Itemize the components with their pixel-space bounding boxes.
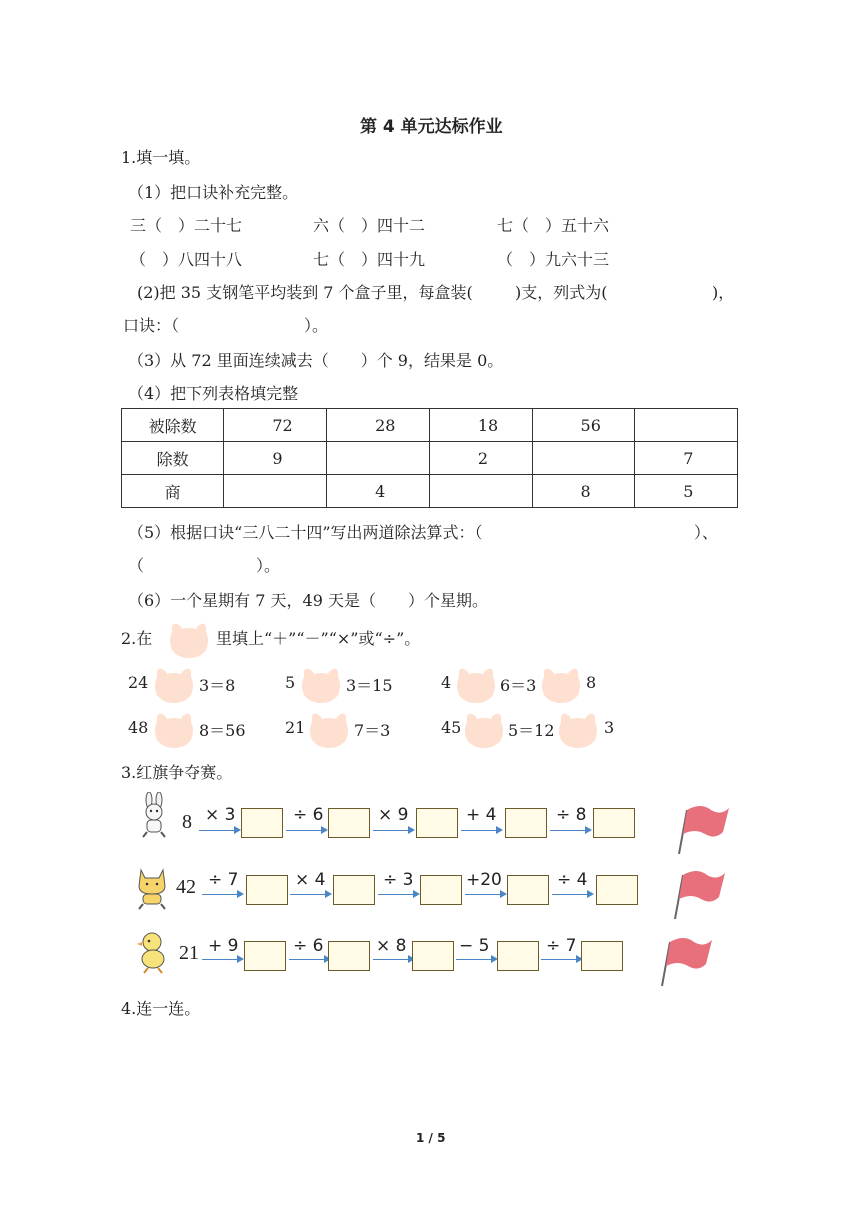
table-cell: 9: [224, 442, 327, 475]
q1-part5-c: （: [128, 556, 145, 575]
arrow-right-icon: [550, 830, 590, 831]
chain-operator: × 4: [295, 870, 326, 890]
q1-part4-label: （4）把下列表格填完整: [128, 384, 299, 403]
chain-operator: − 5: [459, 936, 490, 956]
table-cell: 8: [532, 475, 635, 508]
paw-shape-icon: [168, 618, 210, 660]
table-cell: 商: [122, 475, 224, 508]
q1-part1-label: （1）把口诀补充完整。: [128, 183, 299, 202]
division-table: [121, 408, 738, 508]
answer-box[interactable]: [328, 941, 370, 971]
q1-part6: （6）一个星期有 7 天，49 天是（ ）个星期。: [128, 591, 488, 610]
table-cell: 除数: [122, 442, 224, 475]
table-cell: 7: [635, 442, 738, 475]
expr-result: 3＝15: [346, 676, 393, 695]
table-cell: 5: [635, 475, 738, 508]
chain-operator: ÷ 3: [383, 870, 414, 890]
rhyme-blank-4: （ ）八四十八: [130, 250, 243, 269]
paw-shape-icon[interactable]: [463, 708, 505, 750]
paw-shape-icon[interactable]: [557, 708, 599, 750]
rhyme-blank-6: （ ）九六十三: [497, 250, 610, 269]
red-flag-icon: [675, 800, 731, 856]
table-cell: 28: [327, 409, 430, 442]
expr-result: 6＝3: [500, 676, 537, 695]
table-cell: 56: [532, 409, 635, 442]
expr-operand: 8: [586, 673, 597, 692]
chain-operator: +20: [466, 870, 502, 890]
expr-operand: 48: [128, 718, 149, 737]
table-cell: 被除数: [122, 409, 224, 442]
arrow-right-icon: [290, 894, 330, 895]
chain-start-value: 8: [182, 811, 192, 833]
arrow-right-icon: [373, 830, 413, 831]
expr-operand: 45: [441, 718, 462, 737]
chain-start-value: 21: [179, 942, 199, 964]
answer-box[interactable]: [244, 941, 286, 971]
paw-shape-icon[interactable]: [308, 708, 350, 750]
arrow-right-icon: [465, 894, 505, 895]
q2-heading-b: 里填上“＋”“－”“×”或“÷”。: [216, 629, 421, 648]
q1-part5-b: ）、: [694, 523, 719, 542]
paw-shape-icon[interactable]: [300, 663, 342, 705]
table-cell: [429, 475, 532, 508]
rhyme-blank-2: 六（ ）四十二: [313, 216, 426, 235]
arrow-right-icon: [373, 959, 413, 960]
page-number: 1 / 5: [416, 1131, 446, 1145]
chain-operator: ÷ 8: [556, 805, 587, 825]
answer-box[interactable]: [328, 808, 370, 838]
q1-part2-a: (2)把 35 支钢笔平均装到 7 个盒子里，每盒装(: [137, 283, 473, 302]
rhyme-blank-5: 七（ ）四十九: [313, 250, 426, 269]
expr-operand: 24: [128, 673, 149, 692]
table-cell: 18: [429, 409, 532, 442]
arrow-right-icon: [286, 830, 326, 831]
q1-part5-d: ）。: [256, 556, 281, 575]
chain-operator: × 3: [205, 805, 236, 825]
answer-box[interactable]: [333, 875, 375, 905]
rhyme-blank-3: 七（ ）五十六: [497, 216, 610, 235]
chain-operator: + 9: [208, 936, 239, 956]
paw-shape-icon[interactable]: [540, 663, 582, 705]
arrow-right-icon: [199, 830, 239, 831]
arrow-right-icon: [202, 959, 242, 960]
chain-operator: + 4: [466, 805, 497, 825]
q1-part3: （3）从 72 里面连续减去（ ）个 9，结果是 0。: [128, 351, 504, 370]
table-cell: [635, 409, 738, 442]
answer-box[interactable]: [593, 808, 635, 838]
q1-heading: 1.填一填。: [121, 148, 201, 167]
arrow-right-icon: [456, 959, 496, 960]
page-title: 第 4 单元达标作业: [360, 117, 503, 137]
answer-box[interactable]: [246, 875, 288, 905]
table-cell: [224, 475, 327, 508]
table-cell: 2: [429, 442, 532, 475]
table-cell: 72: [224, 409, 327, 442]
arrow-right-icon: [289, 959, 329, 960]
paw-shape-icon[interactable]: [153, 663, 195, 705]
answer-box[interactable]: [241, 808, 283, 838]
table-row: [122, 409, 738, 442]
table-cell: 4: [327, 475, 430, 508]
chain-operator: ÷ 7: [208, 870, 239, 890]
answer-box[interactable]: [505, 808, 547, 838]
chain-start-value: 42: [176, 876, 196, 898]
answer-box[interactable]: [416, 808, 458, 838]
answer-box[interactable]: [596, 875, 638, 905]
expr-result: 7＝3: [354, 721, 391, 740]
chain-operator: ÷ 4: [557, 870, 588, 890]
q4-heading: 4.连一连。: [121, 999, 201, 1018]
expr-operand: 21: [285, 718, 306, 737]
answer-box[interactable]: [412, 941, 454, 971]
expr-result: 8＝56: [199, 721, 246, 740]
arrow-right-icon: [202, 894, 242, 895]
expr-result: 5＝12: [508, 721, 555, 740]
arrow-right-icon: [552, 894, 592, 895]
q1-part2-c: )，: [712, 283, 735, 302]
table-row: [122, 475, 738, 508]
chain-operator: × 9: [378, 805, 409, 825]
arrow-right-icon: [541, 959, 581, 960]
chain-operator: ÷ 6: [293, 936, 324, 956]
answer-box[interactable]: [497, 941, 539, 971]
chain-operator: ÷ 7: [546, 936, 577, 956]
rabbit-icon: [135, 792, 175, 838]
arrow-right-icon: [378, 894, 418, 895]
chick-icon: [132, 928, 172, 974]
paw-shape-icon[interactable]: [153, 708, 195, 750]
rhyme-blank-1: 三（ ）二十七: [130, 216, 243, 235]
q1-part5-a: （5）根据口诀“三八二十四”写出两道除法算式：（: [128, 523, 483, 542]
q2-heading-a: 2.在: [121, 629, 153, 648]
red-flag-icon: [658, 932, 714, 988]
answer-box[interactable]: [420, 875, 462, 905]
table-cell: [327, 442, 430, 475]
answer-box[interactable]: [581, 941, 623, 971]
chain-operator: ÷ 6: [293, 805, 324, 825]
q3-heading: 3.红旗争夺赛。: [121, 763, 233, 782]
chain-operator: × 8: [376, 936, 407, 956]
q1-part2-e: ）。: [304, 316, 329, 335]
table-row: [122, 442, 738, 475]
expr-result: 3＝8: [199, 676, 236, 695]
answer-box[interactable]: [507, 875, 549, 905]
table-cell: [532, 442, 635, 475]
q1-part2-d: 口诀：（: [123, 316, 180, 335]
expr-operand: 3: [604, 718, 615, 737]
paw-shape-icon[interactable]: [455, 663, 497, 705]
cat-icon: [133, 864, 173, 910]
q1-part2-b: )支，列式为(: [515, 283, 608, 302]
red-flag-icon: [671, 865, 727, 921]
expr-operand: 4: [441, 673, 452, 692]
expr-operand: 5: [285, 673, 296, 692]
arrow-right-icon: [461, 830, 501, 831]
